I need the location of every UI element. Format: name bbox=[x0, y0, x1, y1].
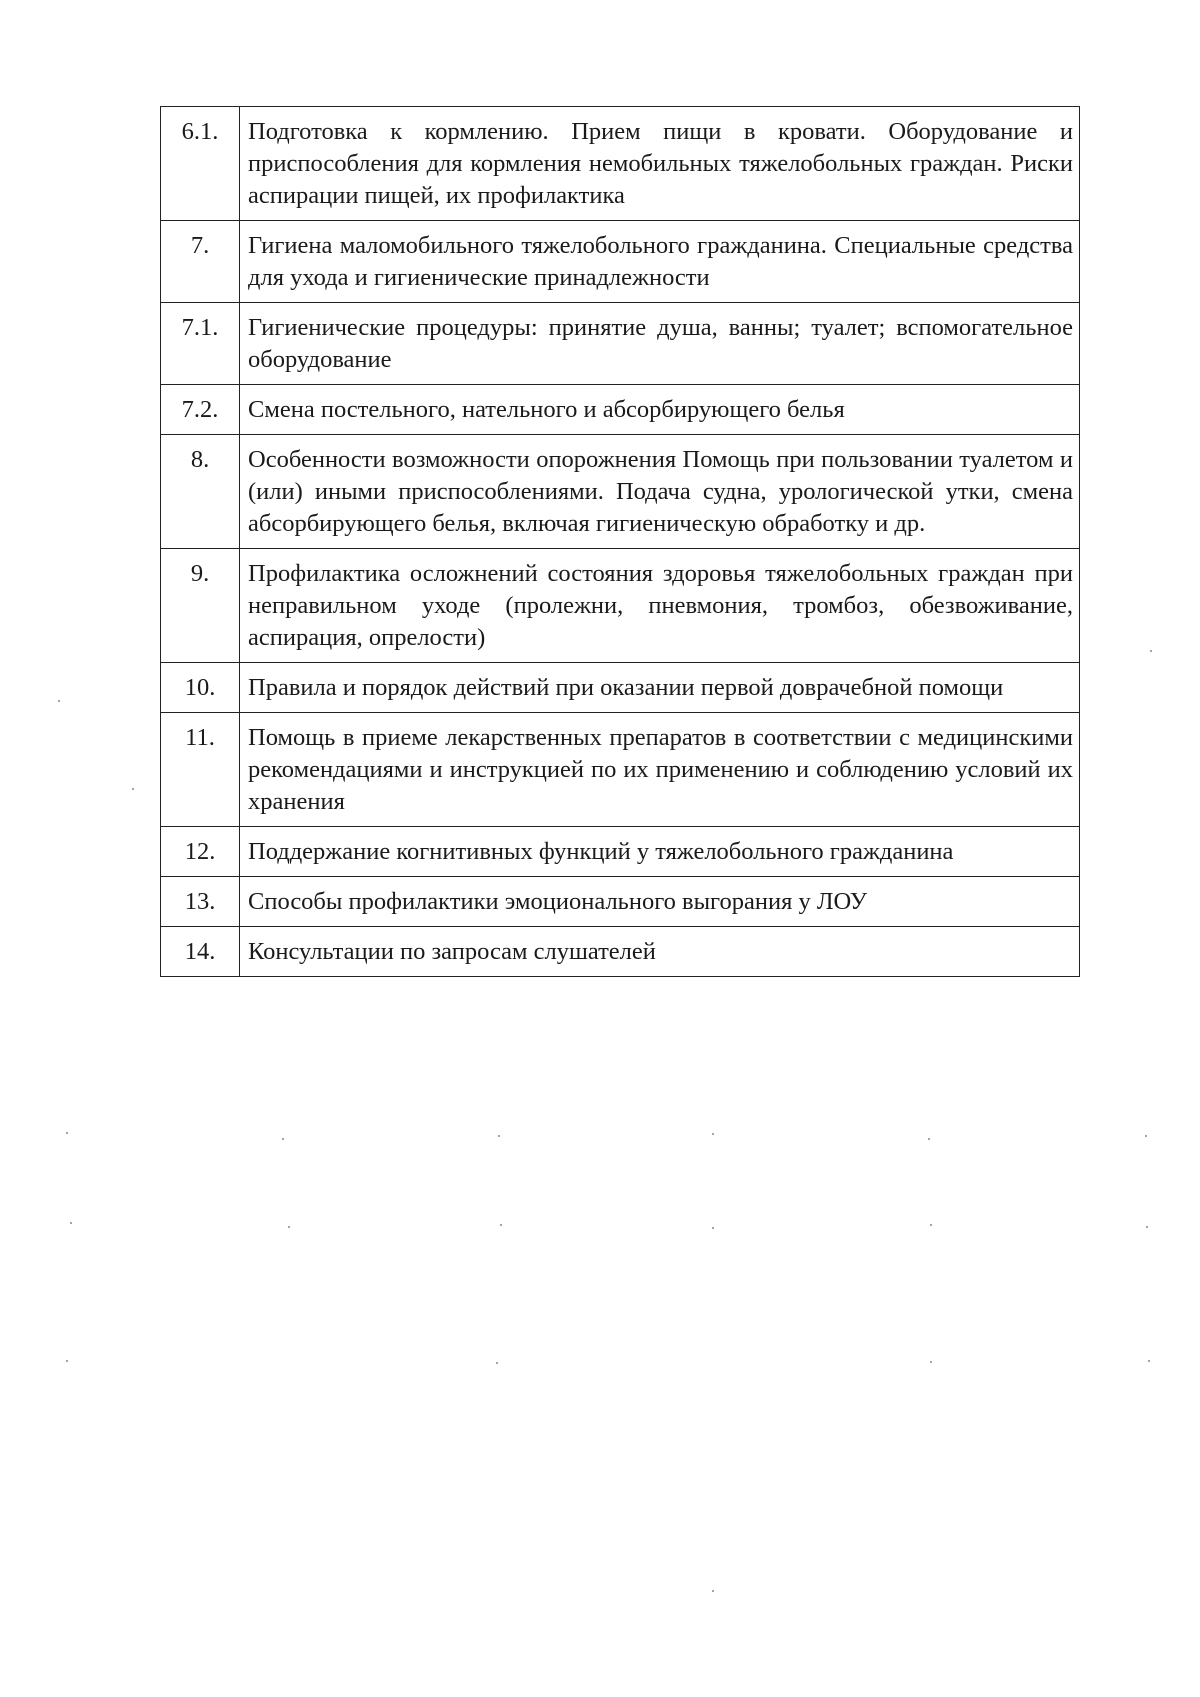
table-row bbox=[161, 303, 1080, 385]
scan-speck bbox=[1146, 1226, 1148, 1228]
table-row bbox=[161, 221, 1080, 303]
row-number: 12. bbox=[161, 827, 240, 877]
table-row bbox=[161, 107, 1080, 221]
row-number: 6.1. bbox=[161, 107, 240, 221]
scan-speck bbox=[1150, 650, 1152, 652]
row-topic: Поддержание когнитивных функций у тяжелобольного гражданина bbox=[240, 827, 1080, 877]
scan-speck bbox=[498, 1135, 500, 1137]
table-row bbox=[161, 827, 1080, 877]
row-number: 7.2. bbox=[161, 385, 240, 435]
scan-speck bbox=[712, 1590, 714, 1592]
row-topic: Подготовка к кормлению. Прием пищи в кровати. Оборудование и приспособления для кормления немобильных тяжелобольных граждан. Риски аспирации пищей, их профилактика bbox=[240, 107, 1080, 221]
table-row bbox=[161, 435, 1080, 549]
scan-speck bbox=[132, 788, 134, 790]
row-number: 7. bbox=[161, 221, 240, 303]
row-topic: Смена постельного, нательного и абсорбирующего белья bbox=[240, 385, 1080, 435]
row-number: 9. bbox=[161, 549, 240, 663]
scan-speck bbox=[1148, 1360, 1150, 1362]
table-row bbox=[161, 877, 1080, 927]
row-number: 8. bbox=[161, 435, 240, 549]
table-row bbox=[161, 927, 1080, 977]
scan-speck bbox=[712, 1133, 714, 1135]
program-topics-table bbox=[160, 106, 1080, 977]
row-number: 11. bbox=[161, 713, 240, 827]
row-topic: Консультации по запросам слушателей bbox=[240, 927, 1080, 977]
table-row bbox=[161, 549, 1080, 663]
row-number: 10. bbox=[161, 663, 240, 713]
scan-speck bbox=[496, 1362, 498, 1364]
scan-speck bbox=[66, 1132, 68, 1134]
row-number: 14. bbox=[161, 927, 240, 977]
scan-speck bbox=[58, 700, 60, 702]
row-topic: Гигиена маломобильного тяжелобольного гражданина. Специальные средства для ухода и гигиенические принадлежности bbox=[240, 221, 1080, 303]
row-topic: Особенности возможности опорожнения Помощь при пользовании туалетом и (или) иными приспособлениями. Подача судна, урологической утки, смена абсорбирующего белья, включая гигиеническую обработку и др. bbox=[240, 435, 1080, 549]
scan-speck bbox=[930, 1224, 932, 1226]
table-row bbox=[161, 663, 1080, 713]
scan-speck bbox=[66, 1360, 68, 1362]
row-topic: Правила и порядок действий при оказании первой доврачебной помощи bbox=[240, 663, 1080, 713]
row-topic: Помощь в приеме лекарственных препаратов в соответствии с медицинскими рекомендациями и инструкцией по их применению и соблюдению условий их хранения bbox=[240, 713, 1080, 827]
row-topic: Способы профилактики эмоционального выгорания у ЛОУ bbox=[240, 877, 1080, 927]
scan-speck bbox=[500, 1224, 502, 1226]
scan-speck bbox=[712, 1227, 714, 1229]
scan-speck bbox=[928, 1138, 930, 1140]
row-number: 13. bbox=[161, 877, 240, 927]
scan-speck bbox=[282, 1138, 284, 1140]
table-row bbox=[161, 713, 1080, 827]
scan-speck bbox=[70, 1222, 72, 1224]
row-topic: Профилактика осложнений состояния здоровья тяжелобольных граждан при неправильном уходе (пролежни, пневмония, тромбоз, обезвоживание, аспирация, опрелости) bbox=[240, 549, 1080, 663]
scan-speck bbox=[930, 1361, 932, 1363]
scan-speck bbox=[1145, 1135, 1147, 1137]
row-number: 7.1. bbox=[161, 303, 240, 385]
row-topic: Гигиенические процедуры: принятие душа, ванны; туалет; вспомогательное оборудование bbox=[240, 303, 1080, 385]
table-row bbox=[161, 385, 1080, 435]
scan-speck bbox=[288, 1226, 290, 1228]
